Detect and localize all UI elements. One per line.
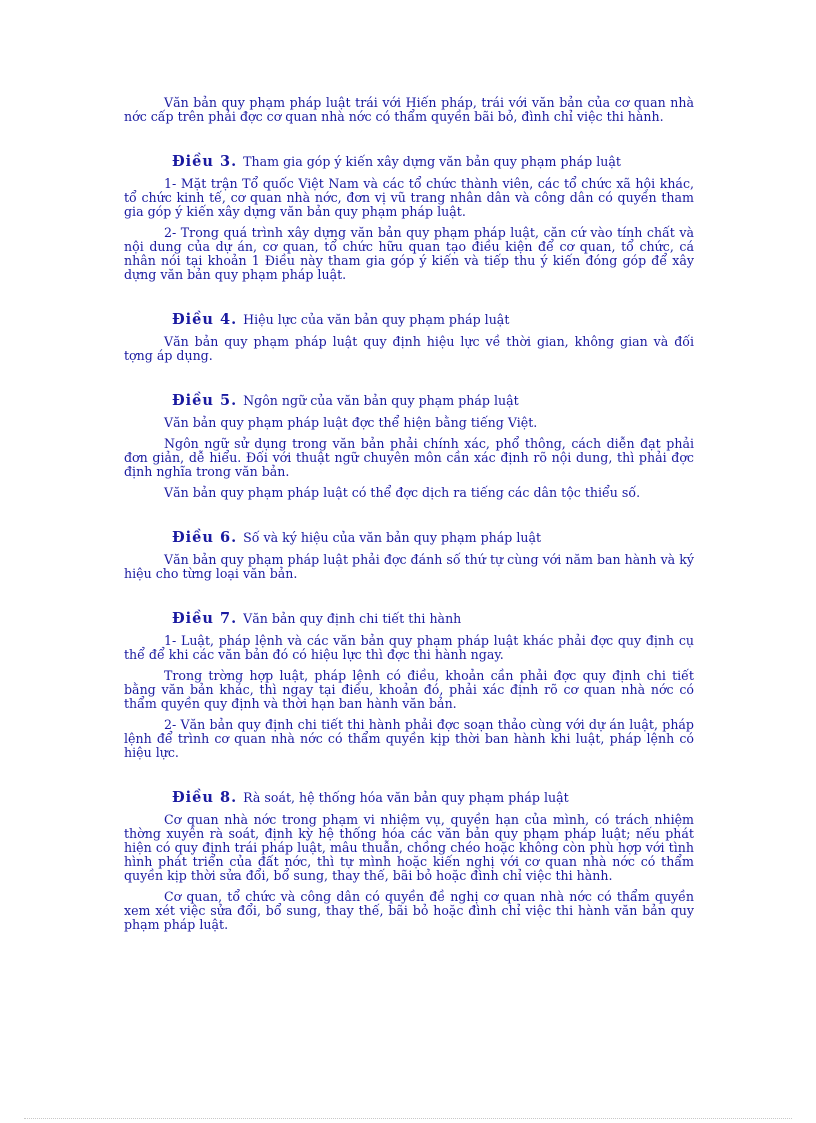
article-4-heading [124,312,694,328]
article-5-title: Ngôn ngữ của văn bản quy phạm pháp luật [243,393,519,408]
document-page [124,96,694,932]
article-4-title: Hiệu lực của văn bản quy phạm pháp luật [243,312,510,327]
article-3-heading [124,154,694,170]
article-5-paragraph-2: Ngôn ngữ sử dụng trong văn bản phải chính xác, phổ thông, cách diễn đạt phải đơn giản, dễ hiểu. Đối với thuật ngữ chuyên môn cần xác định rõ nội dung, thì phải đợc định nghĩa trong văn bản. [124,436,694,479]
article-8-heading [124,790,694,806]
article-3-title: Tham gia góp ý kiến xây dựng văn bản quy phạm pháp luật [243,154,621,169]
article-3-paragraph-1: 1- Mặt trận Tổ quốc Việt Nam và các tổ chức thành viên, các tổ chức xã hội khác, tổ chức kinh tế, cơ quan nhà nớc, đơn vị vũ trang nhân dân và công dân có quyền tham gia góp ý kiến xây dựng văn bản quy phạm pháp luật. [124,176,694,219]
article-5-paragraph-3: Văn bản quy phạm pháp luật có thể đợc dịch ra tiếng các dân tộc thiểu số. [164,485,641,500]
article-8-paragraph-1: Cơ quan nhà nớc trong phạm vi nhiệm vụ, quyền hạn của mình, có trách nhiệm thờng xuyên rà soát, định kỳ hệ thống hóa các văn bản quy phạm pháp luật; nếu phát hiện có quy định trái pháp luật, mâu thuẫn, chồng chéo hoặc không còn phù hợp với tình hình phát triển của đất nớc, thì tự mình hoặc kiến nghị với cơ quan nhà nớc có thẩm quyền kịp thời sửa đổi, bổ sung, thay thế, bãi bỏ hoặc đình chỉ việc thi hành. [124,812,694,883]
page-bottom-divider [24,1118,792,1119]
article-5-paragraph-1: Văn bản quy phạm pháp luật đợc thể hiện bằng tiếng Việt. [164,415,538,430]
article-8-number: Điều 8. [172,789,238,806]
article-5-heading [124,393,694,409]
article-3-paragraph-2: 2- Trong quá trình xây dựng văn bản quy phạm pháp luật, căn cứ vào tính chất và nội dung của dự án, cơ quan, tổ chức hữu quan tạo điều kiện để cơ quan, tổ chức, cá nhân nói tại khoản 1 Điều này tham gia góp ý kiến và tiếp thu ý kiến đóng góp để xây dựng văn bản quy phạm pháp luật. [124,225,694,282]
article-7-paragraph-2: Trong trờng hợp luật, pháp lệnh có điều, khoản cần phải đợc quy định chi tiết bằng văn bản khác, thì ngay tại điều, khoản đó, phải xác định rõ cơ quan nhà nớc có thẩm quyền quy định và thời hạn ban hành văn bản. [124,668,694,711]
article-7-heading [124,611,694,627]
article-6-number: Điều 6. [172,529,238,546]
article-8-paragraph-2: Cơ quan, tổ chức và công dân có quyền đề nghị cơ quan nhà nớc có thẩm quyền xem xét việc sửa đổi, bổ sung, thay thế, bãi bỏ hoặc đình chỉ việc thi hành văn bản quy phạm pháp luật. [124,889,694,932]
article-7-title: Văn bản quy định chi tiết thi hành [243,611,462,626]
article-6-title: Số và ký hiệu của văn bản quy phạm pháp luật [243,530,542,545]
article-7-paragraph-3: 2- Văn bản quy định chi tiết thi hành phải đợc soạn thảo cùng với dự án luật, pháp lệnh để trình cơ quan nhà nớc có thẩm quyền kịp thời ban hành khi luật, pháp lệnh có hiệu lực. [124,717,694,760]
article-4-number: Điều 4. [172,311,238,328]
article-7-paragraph-1: 1- Luật, pháp lệnh và các văn bản quy phạm pháp luật khác phải đợc quy định cụ thể để khi các văn bản đó có hiệu lực thì đợc thi hành ngay. [124,633,694,662]
article-7-number: Điều 7. [172,610,238,627]
article-6-paragraph-1: Văn bản quy phạm pháp luật phải đợc đánh số thứ tự cùng với năm ban hành và ký hiệu cho từng loại văn bản. [124,552,694,581]
article-4-paragraph-1: Văn bản quy phạm pháp luật quy định hiệu lực về thời gian, không gian và đối tợng áp dụng. [124,334,694,363]
intro-paragraph: Văn bản quy phạm pháp luật trái với Hiến pháp, trái với văn bản của cơ quan nhà nớc cấp trên phải đợc cơ quan nhà nớc có thẩm quyền bãi bỏ, đình chỉ việc thi hành. [124,95,694,124]
article-6-heading [124,530,694,546]
article-8-title: Rà soát, hệ thống hóa văn bản quy phạm pháp luật [243,790,569,805]
article-5-number: Điều 5. [172,392,238,409]
article-3-number: Điều 3. [172,153,238,170]
